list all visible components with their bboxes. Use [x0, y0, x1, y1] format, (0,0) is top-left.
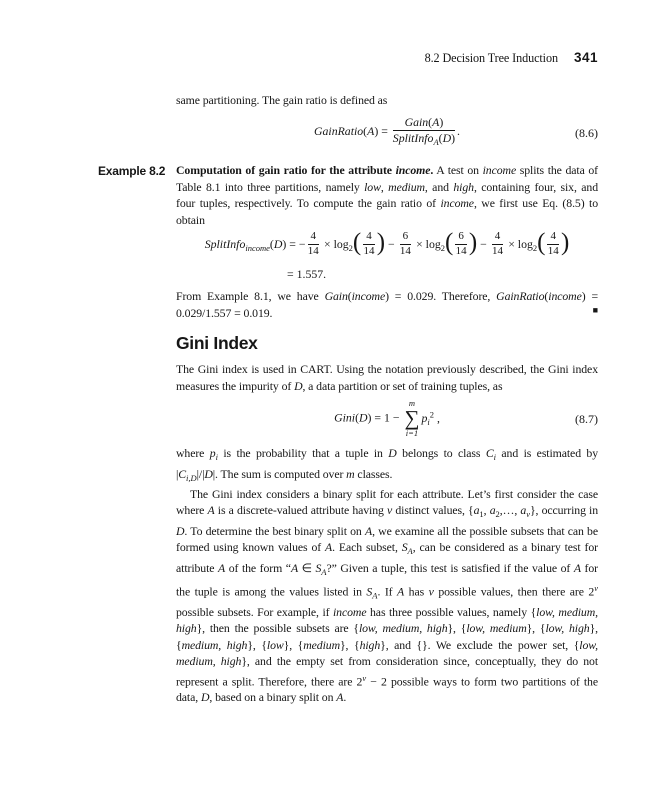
summation-upper-limit: m	[408, 398, 416, 409]
fraction	[547, 231, 559, 258]
fraction	[492, 231, 504, 258]
equation-number-8-7: (8.7)	[575, 411, 598, 426]
example-8-2-block	[98, 162, 599, 228]
paragraph-intro-continuation: same partitioning. The gain ratio is defined as	[176, 93, 388, 107]
fraction-numerator: 6	[400, 231, 412, 245]
equation-8-6-period: .	[457, 124, 460, 139]
end-of-example-icon: ■	[592, 304, 598, 315]
paragraph-example-result	[176, 288, 598, 321]
log-base: 2	[440, 243, 446, 254]
fraction	[400, 231, 412, 258]
page-header	[176, 50, 598, 66]
sigma-icon: ∑	[404, 405, 420, 430]
log-base: 2	[348, 243, 353, 254]
equation-8-7	[176, 400, 598, 438]
fraction	[393, 116, 455, 147]
right-paren: )	[468, 229, 478, 257]
fraction	[308, 231, 320, 258]
equation-split-info-line1	[176, 229, 598, 259]
log-base: 2	[532, 243, 538, 254]
left-paren: (	[352, 229, 362, 257]
section-title: 8.2 Decision Tree Induction	[424, 51, 558, 65]
minus-operator: −	[480, 237, 487, 252]
page-number: 341	[573, 50, 598, 65]
times-log-operator: × log	[508, 237, 533, 252]
summation-symbol	[404, 399, 419, 437]
fraction-numerator: 4	[363, 231, 375, 245]
fraction-numerator: 4	[308, 231, 320, 245]
equation-8-6	[176, 117, 598, 148]
fraction-denominator: 14	[363, 244, 375, 257]
example-label: Example 8.2	[98, 164, 166, 179]
equation-8-7-lhs: Gini(D) = 1 −	[334, 410, 403, 425]
equation-split-info	[176, 229, 598, 282]
page-content	[98, 92, 599, 706]
fraction-denominator: 14	[399, 244, 411, 257]
paragraph-gini-intro: The Gini index is used in CART. Using the notation previously described, the Gini index measures the impurity of D, a data partition or set of training tuples, as	[176, 362, 598, 393]
fraction-denominator: 14	[307, 244, 319, 257]
equation-8-7-rhs: $p_i^2$ ,	[421, 409, 440, 427]
fraction-denominator: 14	[455, 244, 467, 257]
equation-8-6-lhs: GainRatio(A) =	[314, 124, 391, 139]
fraction	[455, 231, 467, 258]
paragraph-gini-probability: where $p_i$ is the probability that a tuple in D belongs to class $C_i$ and is estimated by $|C_{i,D}|/|D|$. The sum is computed over m classes.	[176, 446, 599, 483]
fraction-numerator: 6	[455, 231, 467, 245]
times-log-operator: × log	[323, 237, 349, 252]
minus-operator: −	[388, 237, 395, 252]
equation-split-info-result: = 1.557.	[287, 266, 327, 281]
fraction	[363, 231, 375, 258]
fraction-numerator: Gain(A)	[393, 116, 455, 131]
fraction-denominator: 14	[547, 244, 559, 257]
left-paren: (	[445, 229, 454, 257]
fraction-denominator: 14	[491, 244, 503, 257]
heading-gini-index: Gini Index	[176, 332, 258, 353]
example-body: Computation of gain ratio for the attribute income. A test on income splits the data of Table 8.1 into three partitions, namely low, medium, and high, containing four, six, and four tuples, respectively. To compute the gain ratio of income, we first use Eq. (8.5) to obtain	[176, 163, 599, 227]
paragraph-example-result-text: From Example 8.1, we have Gain(income) = 0.029. Therefore, GainRatio(income) = 0.029/1.557 = 0.019.	[176, 289, 599, 320]
fraction-denominator: SplitInfo$_A$(D)	[392, 131, 456, 148]
left-paren: (	[537, 229, 546, 257]
fraction-numerator: 4	[547, 231, 559, 245]
fraction-numerator: 4	[492, 231, 504, 245]
paragraph-gini-binary-split: The Gini index considers a binary split for each attribute. Let’s first consider the case where A is a discrete-valued attribute having v distinct values, {$a_1$, $a_2,\dots$, $a_v$}, occurring in D. To determine the best binary split on A, we examine all the possible subsets that can be formed using known values of A. Each subset, $S_A$, can be considered as a binary test for attribute A of the form “A ∈ $S_A$?” Given a tuple, this test is satisfied if the value of A for the tuple is among the values listed in $S_A$. If A has v possible values, then there are 2$^v$ possible subsets. For example, if income has three possible values, namely {low, medium, high}, then the possible subsets are {low, medium, high}, {low, medium}, {low, high}, {medium, high}, {low}, {medium}, {high}, and {}. We exclude the power set, {low, medium, high}, and the empty set from consideration since, conceptually, they do not represent a split. Therefore, there are $2^v - 2$ possible ways to form two partitions of the data, D, based on a binary split on A.	[176, 486, 599, 705]
right-paren: )	[560, 229, 570, 257]
equation-number-8-6: (8.6)	[575, 125, 598, 140]
summation-lower-limit: i=1	[405, 427, 419, 438]
equation-split-info-lhs: SplitInfo$_{income}$(D) = −	[204, 237, 306, 254]
times-log-operator: × log	[416, 237, 441, 252]
right-paren: )	[376, 229, 386, 257]
